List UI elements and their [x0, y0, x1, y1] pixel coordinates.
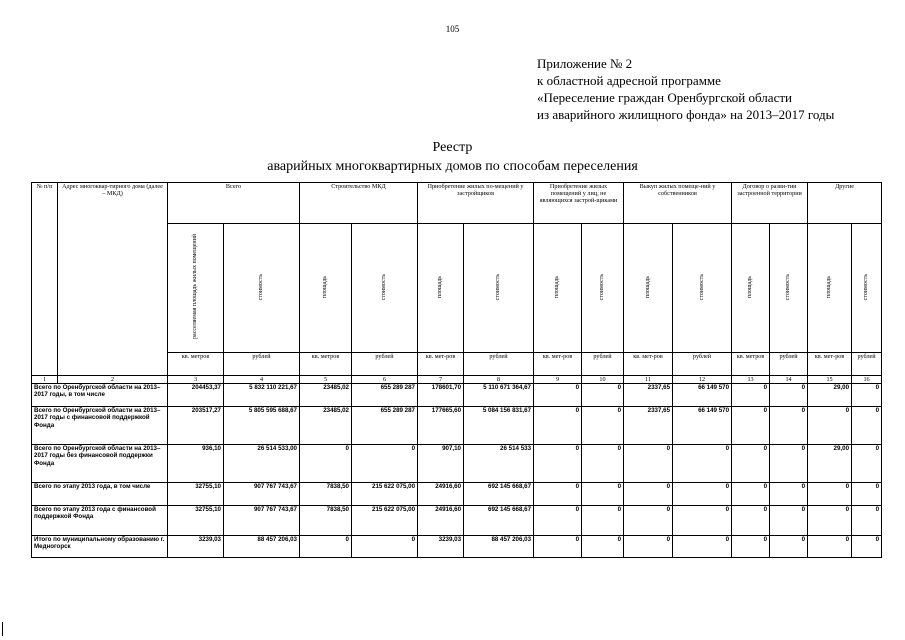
index-cell: 7 — [418, 376, 464, 384]
unit-cell: рублей — [352, 353, 418, 376]
table-cell: 0 — [770, 536, 808, 558]
subheader-cell: стоимость — [224, 224, 300, 353]
header-group: Другие — [808, 183, 882, 224]
table-cell: 0 — [732, 407, 770, 445]
header-group: Приобретение жилых по-мещений у застройщиков — [418, 183, 534, 224]
header-group: Договор о разви-тии застроенной территории — [732, 183, 808, 224]
table-cell: 907,10 — [418, 445, 464, 483]
subheader-cell: площадь — [732, 224, 770, 353]
appendix-line: «Переселение граждан Оренбургской области — [537, 90, 792, 105]
table-cell: 0 — [852, 445, 882, 483]
header-group: Выкуп жилых помеще-ний у собственников — [624, 183, 732, 224]
unit-cell: рублей — [224, 353, 300, 376]
unit-cell: рублей — [673, 353, 732, 376]
table-cell: 2337,65 — [624, 407, 673, 445]
subheader-cell: стоимость — [582, 224, 624, 353]
table-cell: 215 622 075,00 — [352, 483, 418, 506]
table-cell: 907 767 743,67 — [224, 506, 300, 536]
unit-cell: рублей — [582, 353, 624, 376]
header-num: № п/п — [32, 183, 58, 376]
table-cell: 32755,10 — [168, 483, 224, 506]
row-label: Всего по этапу 2013 года с финансовой поддержкой Фонда — [32, 506, 168, 536]
table-cell: 0 — [624, 483, 673, 506]
table-cell: 655 289 287 — [352, 407, 418, 445]
table-cell: 0 — [852, 407, 882, 445]
table-cell: 178601,70 — [418, 384, 464, 407]
subheader-cell: площадь — [624, 224, 673, 353]
unit-cell: кв. мет-ров — [534, 353, 582, 376]
table-cell: 0 — [673, 445, 732, 483]
unit-cell: рублей — [852, 353, 882, 376]
header-group: Приобретение жилых помещений у лиц, не являющихся застрой-щиками — [534, 183, 624, 224]
index-cell: 6 — [352, 376, 418, 384]
subheader-cell: площадь — [300, 224, 352, 353]
table-cell: 5 805 595 688,67 — [224, 407, 300, 445]
index-cell: 8 — [464, 376, 534, 384]
table-cell: 29,00 — [808, 384, 852, 407]
index-cell: 4 — [224, 376, 300, 384]
unit-cell: кв. мет-ров — [418, 353, 464, 376]
registry-table — [31, 182, 882, 558]
table-cell: 0 — [732, 384, 770, 407]
table-cell: 0 — [582, 536, 624, 558]
table-cell: 0 — [770, 445, 808, 483]
subheader-cell: площадь — [418, 224, 464, 353]
table-cell: 0 — [534, 384, 582, 407]
table-cell: 88 457 206,03 — [464, 536, 534, 558]
table-cell: 0 — [808, 536, 852, 558]
table-cell: 66 149 570 — [673, 407, 732, 445]
table-cell: 5 110 671 364,67 — [464, 384, 534, 407]
table-row — [32, 536, 882, 558]
row-label: Всего по Оренбургской области на 2013–2017 годы, в том числе — [32, 384, 168, 407]
row-label: Всего по Оренбургской области на 2013–2017 годы с финансовой поддержкой Фонда — [32, 407, 168, 445]
table-row — [32, 384, 882, 407]
index-cell: 10 — [582, 376, 624, 384]
index-cell: 16 — [852, 376, 882, 384]
table-cell: 655 289 287 — [352, 384, 418, 407]
table-cell: 0 — [582, 445, 624, 483]
table-cell: 0 — [770, 506, 808, 536]
table-cell: 26 514 533,00 — [224, 445, 300, 483]
appendix-line: Приложение № 2 — [537, 56, 633, 71]
table-cell: 0 — [582, 483, 624, 506]
document-title: Реестр — [432, 140, 473, 155]
index-cell: 11 — [624, 376, 673, 384]
table-cell: 0 — [852, 384, 882, 407]
page-number: 105 — [445, 24, 460, 34]
header-group: Строительство МКД — [300, 183, 418, 224]
subheader-cell: площадь — [534, 224, 582, 353]
index-cell: 3 — [168, 376, 224, 384]
index-cell: 15 — [808, 376, 852, 384]
subheader-cell: стоимость — [464, 224, 534, 353]
table-cell: 0 — [852, 506, 882, 536]
unit-cell: кв. метров — [300, 353, 352, 376]
subheader-cell: стоимость — [770, 224, 808, 353]
table-cell: 0 — [582, 384, 624, 407]
unit-cell: кв. метров — [732, 353, 770, 376]
table-cell: 0 — [673, 506, 732, 536]
table-cell: 0 — [300, 445, 352, 483]
table-cell: 0 — [534, 536, 582, 558]
table-cell: 177665,60 — [418, 407, 464, 445]
registry-table-wrapper — [31, 182, 882, 558]
table-cell: 215 622 075,00 — [352, 506, 418, 536]
table-cell: 26 514 533 — [464, 445, 534, 483]
table-cell: 0 — [582, 407, 624, 445]
table-cell: 0 — [732, 445, 770, 483]
table-cell: 3239,03 — [418, 536, 464, 558]
table-cell: 2337,65 — [624, 384, 673, 407]
column-index-row — [32, 376, 882, 384]
table-cell: 0 — [534, 483, 582, 506]
table-cell: 3239,03 — [168, 536, 224, 558]
table-cell: 692 145 668,67 — [464, 483, 534, 506]
table-cell: 32755,10 — [168, 506, 224, 536]
table-cell: 936,10 — [168, 445, 224, 483]
table-cell: 0 — [732, 506, 770, 536]
table-cell: 0 — [808, 483, 852, 506]
row-label: Итого по муниципальному образованию г. Медногорск — [32, 536, 168, 558]
index-cell: 5 — [300, 376, 352, 384]
table-cell: 204453,37 — [168, 384, 224, 407]
index-cell: 13 — [732, 376, 770, 384]
index-cell: 14 — [770, 376, 808, 384]
table-cell: 907 767 743,67 — [224, 483, 300, 506]
header-group: Всего — [168, 183, 300, 224]
table-row — [32, 506, 882, 536]
unit-cell: кв. мет-ров — [624, 353, 673, 376]
scan-edge-mark — [2, 622, 3, 636]
table-cell: 66 149 570 — [673, 384, 732, 407]
table-cell: 5 084 156 831,67 — [464, 407, 534, 445]
table-cell: 0 — [300, 536, 352, 558]
table-cell: 0 — [582, 506, 624, 536]
table-cell: 23485,02 — [300, 384, 352, 407]
table-cell: 7838,50 — [300, 483, 352, 506]
table-cell: 0 — [534, 407, 582, 445]
table-cell: 0 — [852, 536, 882, 558]
appendix-line: из аварийного жилищного фонда» на 2013–2017 годы — [537, 107, 835, 122]
index-cell: 9 — [534, 376, 582, 384]
unit-cell: кв. мет-ров — [808, 353, 852, 376]
index-cell: 2 — [58, 376, 168, 384]
table-cell: 24916,60 — [418, 483, 464, 506]
table-cell: 29,00 — [808, 445, 852, 483]
table-cell: 0 — [534, 445, 582, 483]
table-cell: 88 457 206,03 — [224, 536, 300, 558]
subheader-cell: площадь — [808, 224, 852, 353]
table-row — [32, 483, 882, 506]
table-cell: 0 — [732, 483, 770, 506]
table-cell: 0 — [673, 536, 732, 558]
header-group-row — [32, 183, 882, 224]
index-cell: 12 — [673, 376, 732, 384]
table-row — [32, 407, 882, 445]
header-address: Адрес многоквар-тирного дома (далее – МКД) — [58, 183, 168, 376]
table-row — [32, 445, 882, 483]
unit-cell: кв. метров — [168, 353, 224, 376]
table-cell: 0 — [352, 536, 418, 558]
table-cell: 0 — [352, 445, 418, 483]
row-label: Всего по этапу 2013 года, в том числе — [32, 483, 168, 506]
subheader-cell: стоимость — [352, 224, 418, 353]
table-cell: 5 832 110 221,67 — [224, 384, 300, 407]
subheader-cell: расселяемая площадь жилых помещений — [168, 224, 224, 353]
table-cell: 0 — [673, 483, 732, 506]
table-cell: 0 — [534, 506, 582, 536]
document-subtitle: аварийных многоквартирных домов по способам переселения — [267, 159, 638, 174]
index-cell: 1 — [32, 376, 58, 384]
table-cell: 0 — [732, 536, 770, 558]
table-cell: 0 — [624, 445, 673, 483]
subheader-cell: стоимость — [852, 224, 882, 353]
table-cell: 692 145 668,67 — [464, 506, 534, 536]
unit-cell: рублей — [464, 353, 534, 376]
table-cell: 0 — [808, 506, 852, 536]
table-cell: 0 — [770, 483, 808, 506]
table-cell: 0 — [624, 506, 673, 536]
table-cell: 24916,60 — [418, 506, 464, 536]
row-label: Всего по Оренбургской области на 2013–2017 годы без финансовой поддержки Фонда — [32, 445, 168, 483]
table-cell: 0 — [808, 407, 852, 445]
appendix-line: к областной адресной программе — [537, 73, 721, 88]
table-cell: 203517,27 — [168, 407, 224, 445]
table-cell: 0 — [770, 407, 808, 445]
table-cell: 7838,50 — [300, 506, 352, 536]
appendix-block — [537, 55, 834, 123]
table-cell: 0 — [852, 483, 882, 506]
subheader-cell: стоимость — [673, 224, 732, 353]
table-cell: 0 — [770, 384, 808, 407]
table-cell: 0 — [624, 536, 673, 558]
unit-cell: рублей — [770, 353, 808, 376]
table-cell: 23485,02 — [300, 407, 352, 445]
